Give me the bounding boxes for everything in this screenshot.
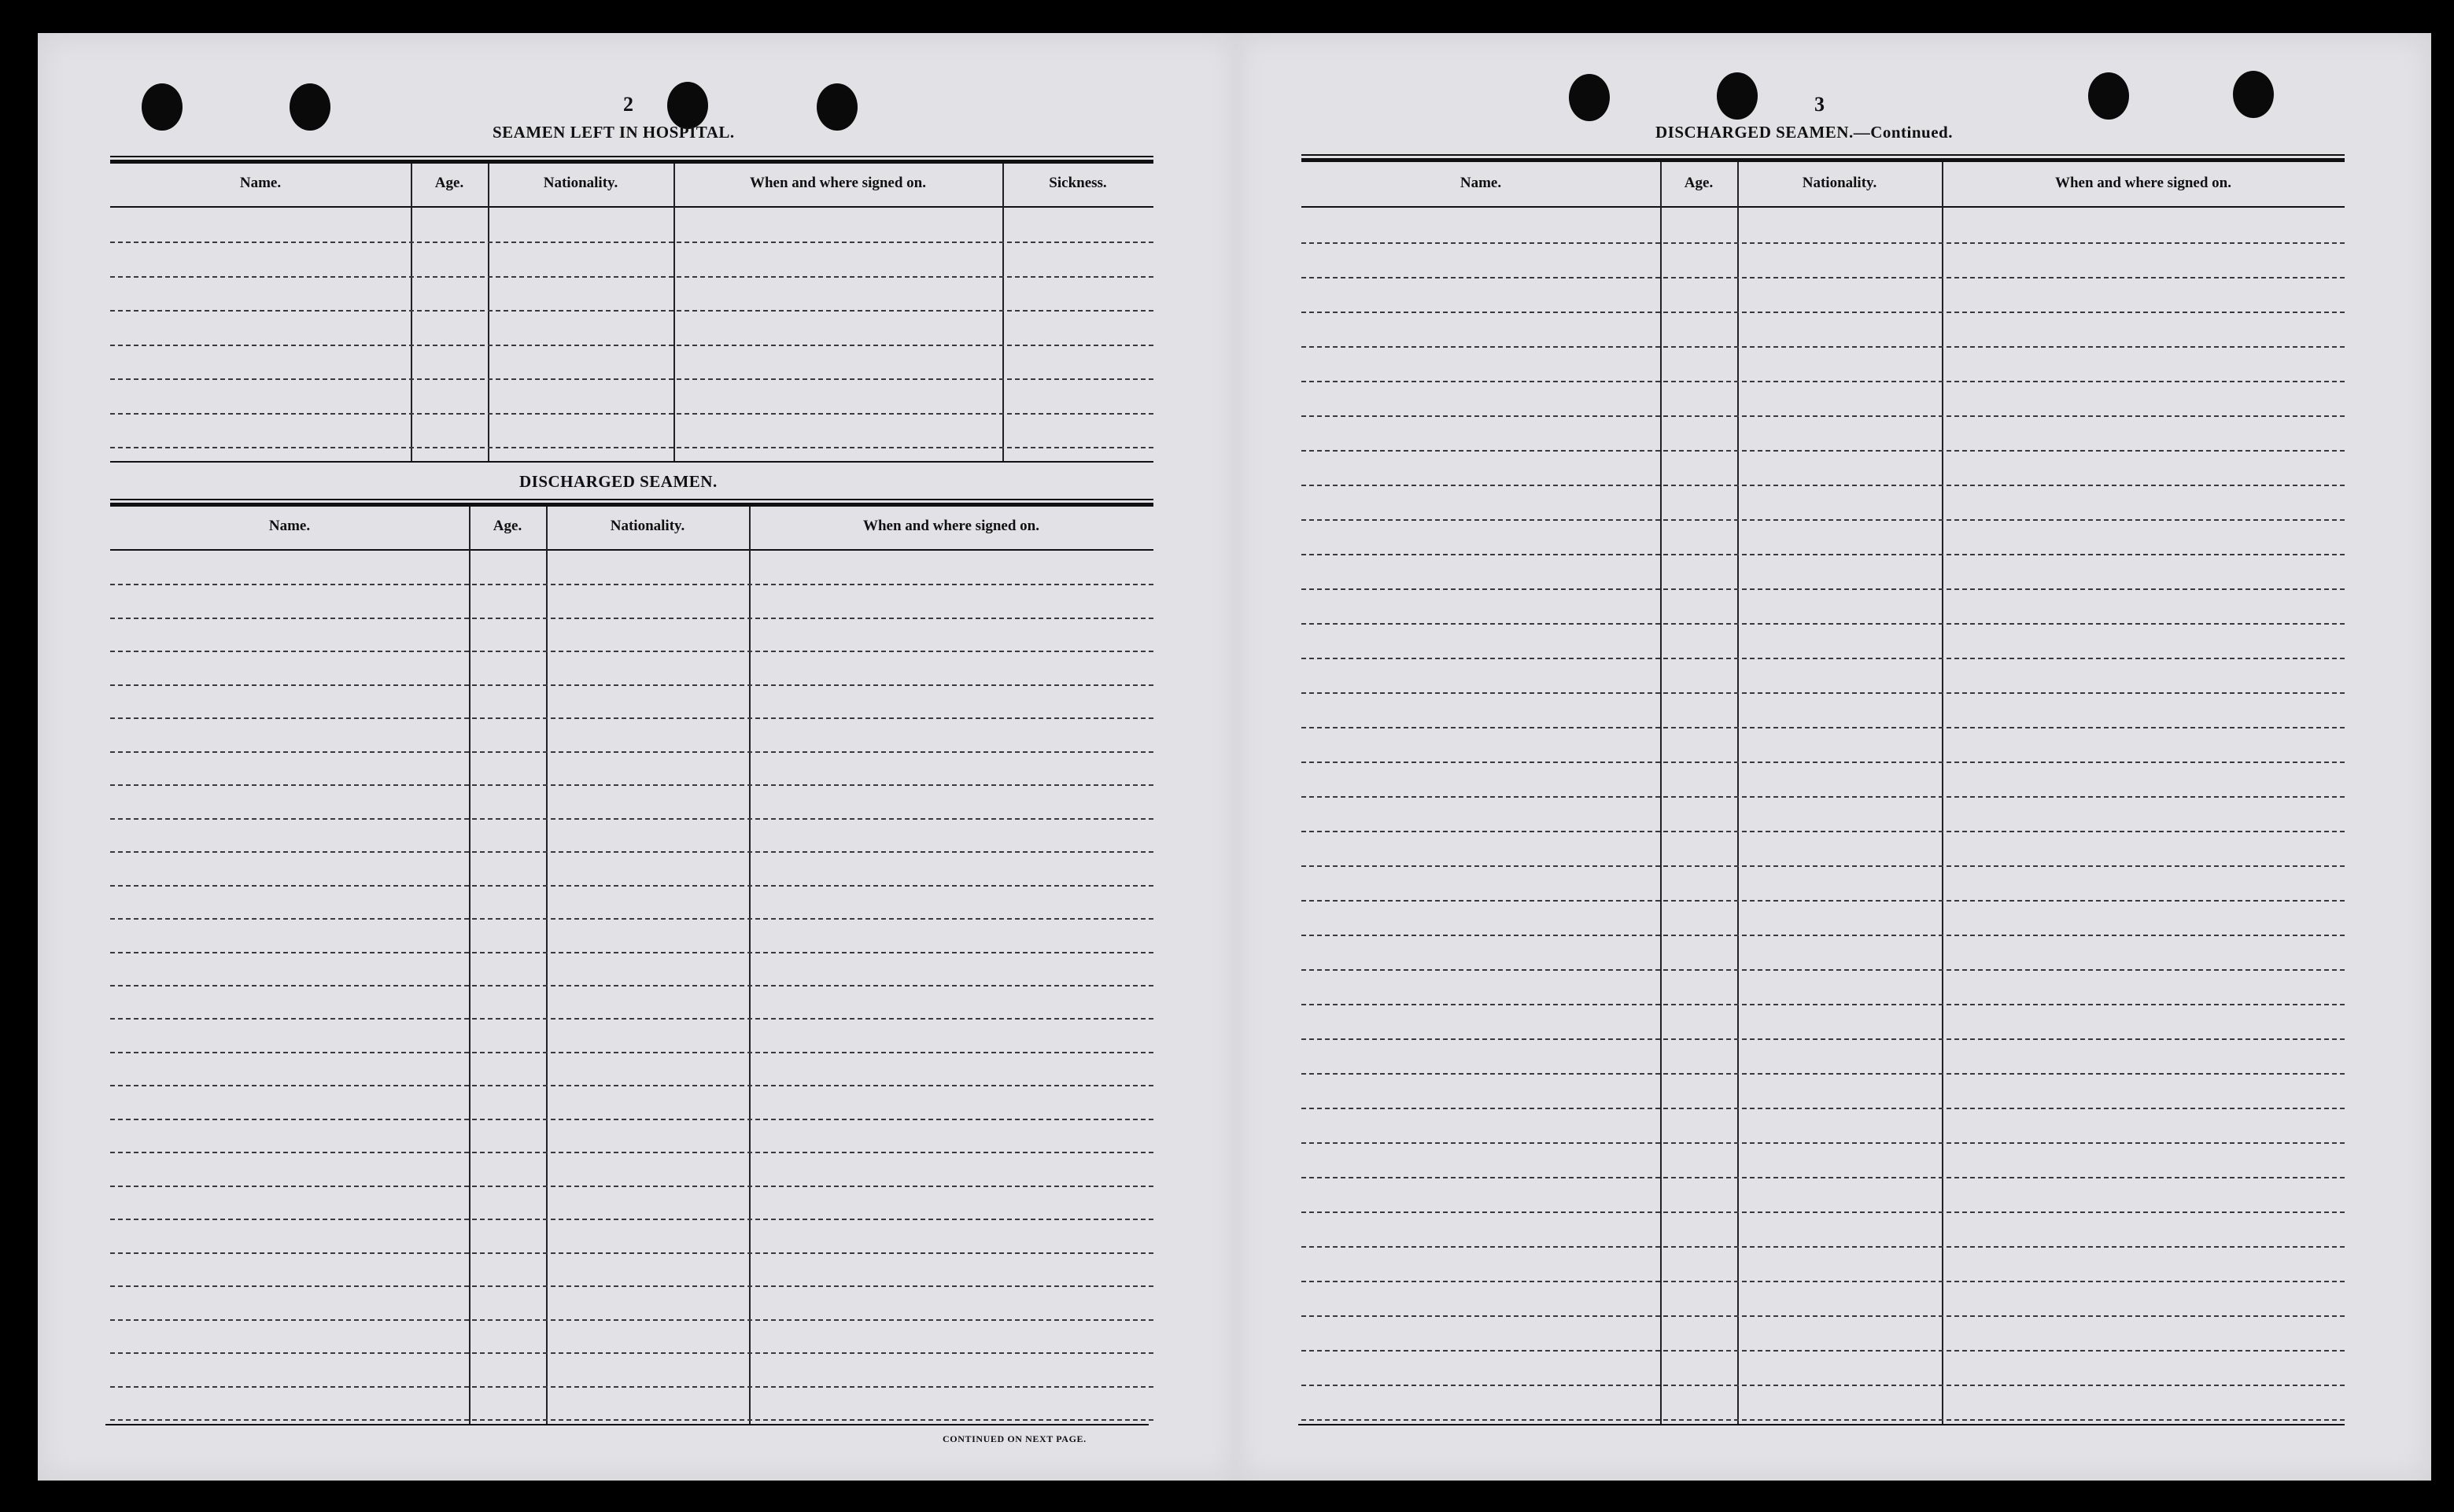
table-row — [1301, 277, 2345, 278]
punch-hole — [817, 83, 858, 131]
table-row — [110, 1152, 1153, 1153]
table-row — [110, 1252, 1153, 1254]
right-page — [1235, 33, 2431, 1481]
table-row — [110, 985, 1153, 986]
table-row — [110, 684, 1153, 686]
page-number: 3 — [1814, 93, 1825, 116]
table-row — [110, 1018, 1153, 1020]
table-row — [1301, 415, 2345, 417]
table-row — [110, 1186, 1153, 1187]
table-row — [1301, 1177, 2345, 1178]
table-row — [1301, 242, 2345, 244]
table-row — [1301, 588, 2345, 590]
table-row — [110, 378, 1153, 380]
table-row — [110, 885, 1153, 887]
table-row — [1301, 312, 2345, 313]
table-row — [110, 1052, 1153, 1053]
table-row — [1301, 1073, 2345, 1075]
punch-hole — [2233, 71, 2274, 118]
column-header-age: Age. — [493, 518, 522, 534]
table-row — [1301, 1108, 2345, 1109]
table-row — [110, 242, 1153, 243]
punch-hole — [290, 83, 330, 131]
table-row — [1301, 1004, 2345, 1005]
table-row — [110, 345, 1153, 346]
table-row — [110, 651, 1153, 652]
table-row — [110, 918, 1153, 920]
table-row — [1301, 1246, 2345, 1248]
punch-hole — [1717, 72, 1758, 120]
punch-hole — [142, 83, 183, 131]
column-header-nationality: Nationality. — [610, 518, 685, 534]
column-header-sickness: Sickness. — [1049, 175, 1107, 191]
discharged-continued-title: DISCHARGED SEAMEN.—Continued. — [1655, 123, 1953, 142]
table-row — [110, 1386, 1153, 1388]
table-row — [1301, 1315, 2345, 1317]
table-row — [1301, 450, 2345, 452]
table-row — [110, 1419, 1153, 1421]
column-header-when-where: When and where signed on. — [2054, 175, 2231, 191]
table-row — [1301, 1038, 2345, 1040]
table-row — [110, 584, 1153, 585]
continued-note: CONTINUED ON NEXT PAGE. — [943, 1433, 1087, 1444]
table-row — [1301, 1350, 2345, 1352]
table-row — [1301, 1419, 2345, 1421]
column-header-name: Name. — [268, 518, 311, 534]
table-row — [110, 413, 1153, 415]
table-row — [1301, 727, 2345, 728]
table-row — [110, 717, 1153, 719]
table-row — [1301, 623, 2345, 625]
table-row — [110, 1319, 1153, 1321]
table-row — [110, 1119, 1153, 1120]
table-row — [1301, 1211, 2345, 1213]
column-header-age: Age. — [1684, 175, 1714, 191]
table-row — [1301, 519, 2345, 521]
page-number: 2 — [623, 93, 633, 116]
table-row — [1301, 969, 2345, 971]
table-row — [1301, 1281, 2345, 1282]
column-header-when-where: When and where signed on. — [862, 518, 1039, 534]
hospital-section-title: SEAMEN LEFT IN HOSPITAL. — [493, 123, 735, 142]
table-row — [1301, 692, 2345, 694]
table-row — [1301, 900, 2345, 902]
column-header-nationality: Nationality. — [1802, 175, 1877, 191]
punch-hole — [2088, 72, 2129, 120]
table-row — [110, 784, 1153, 786]
table-row — [1301, 346, 2345, 348]
table-row — [110, 310, 1153, 312]
column-header-nationality: Nationality. — [543, 175, 618, 191]
table-row — [110, 1219, 1153, 1220]
table-row — [110, 952, 1153, 953]
column-header-name: Name. — [239, 175, 282, 191]
table-row — [110, 447, 1153, 448]
column-header-when-where: When and where signed on. — [749, 175, 926, 191]
table-row — [1301, 762, 2345, 763]
table-row — [1301, 935, 2345, 936]
table-row — [1301, 485, 2345, 486]
table-row — [1301, 831, 2345, 832]
table-row — [110, 1285, 1153, 1287]
table-row — [110, 276, 1153, 278]
table-row — [1301, 1385, 2345, 1386]
table-row — [1301, 1142, 2345, 1144]
table-row — [1301, 381, 2345, 382]
table-row — [110, 618, 1153, 619]
table-row — [110, 1085, 1153, 1086]
table-row — [1301, 796, 2345, 798]
table-row — [110, 1352, 1153, 1354]
table-row — [1301, 658, 2345, 659]
punch-hole — [667, 82, 708, 129]
column-header-name: Name. — [1459, 175, 1502, 191]
discharged-section-title: DISCHARGED SEAMEN. — [519, 472, 718, 491]
table-row — [110, 751, 1153, 753]
table-row — [1301, 554, 2345, 555]
column-header-age: Age. — [434, 175, 464, 191]
table-row — [1301, 865, 2345, 867]
punch-hole — [1569, 74, 1610, 121]
table-row — [110, 851, 1153, 853]
table-row — [110, 818, 1153, 820]
left-page — [38, 33, 1237, 1481]
